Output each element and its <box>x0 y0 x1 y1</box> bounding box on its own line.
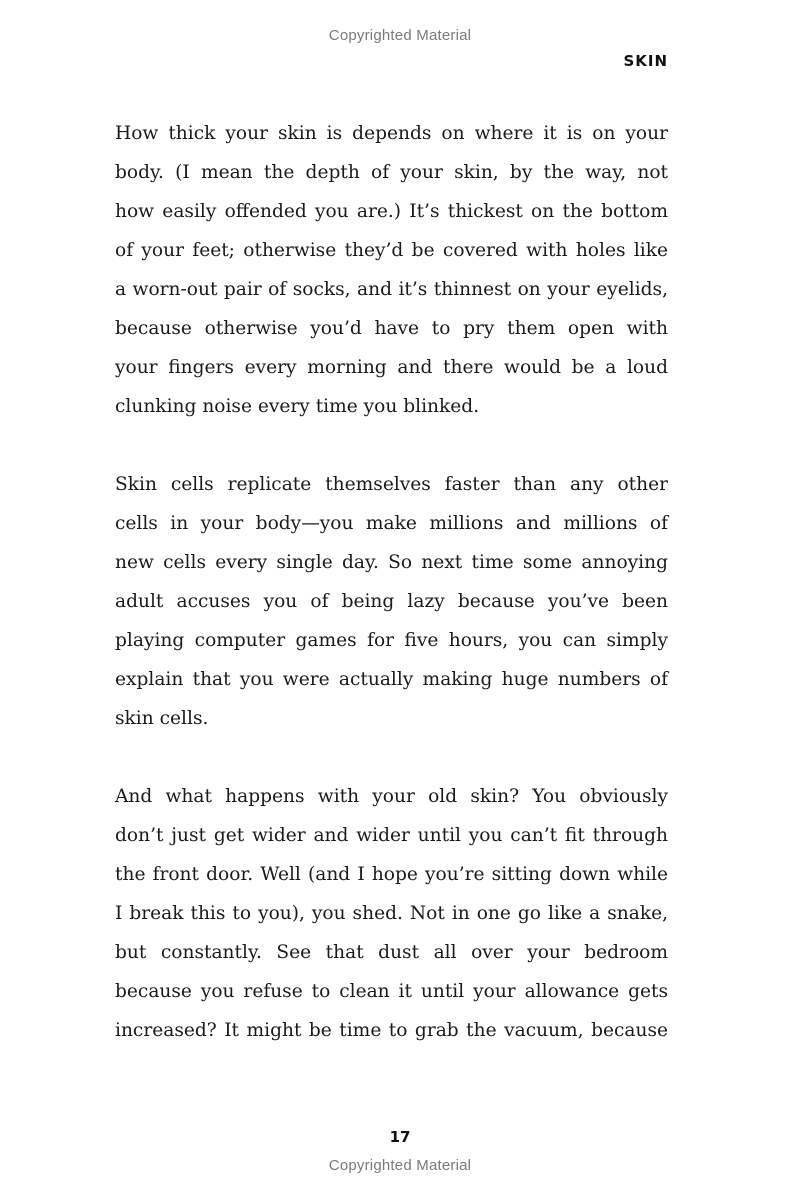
text-line: playing computer games for five hours, you can simply <box>115 630 668 651</box>
copyright-watermark-bottom: Copyrighted Material <box>328 1157 472 1174</box>
page-body <box>115 114 668 1089</box>
text-line: body. (I mean the depth of your skin, by the way, not <box>115 162 668 183</box>
page-number: 17 <box>389 1128 411 1146</box>
text-line: And what happens with your old skin? You obviously <box>115 786 668 807</box>
text-line: of your feet; otherwise they’d be covered with holes like <box>115 240 668 261</box>
text-line: don’t just get wider and wider until you can’t fit through <box>115 825 668 846</box>
running-head: SKIN <box>623 52 668 70</box>
text-line: increased? It might be time to grab the vacuum, because <box>115 1020 668 1041</box>
text-line: the front door. Well (and I hope you’re sitting down while <box>115 864 668 885</box>
text-line: clunking noise every time you blinked. <box>115 396 480 417</box>
text-line: cells in your body—you make millions and millions of <box>115 513 668 534</box>
paragraph-1 <box>115 114 668 426</box>
text-line: but constantly. See that dust all over your bedroom <box>115 942 668 963</box>
text-line: I break this to you), you shed. Not in one go like a snake, <box>115 903 668 924</box>
text-line: skin cells. <box>115 708 209 729</box>
text-line: because you refuse to clean it until your allowance gets <box>115 981 668 1002</box>
text-line: How thick your skin is depends on where it is on your <box>115 123 668 144</box>
text-line: because otherwise you’d have to pry them open with <box>115 318 668 339</box>
text-line: Skin cells replicate themselves faster than any other <box>115 474 668 495</box>
paragraph-2 <box>115 465 668 738</box>
text-line: how easily offended you are.) It’s thickest on the bottom <box>115 201 668 222</box>
text-line: adult accuses you of being lazy because you’ve been <box>115 591 668 612</box>
text-line: new cells every single day. So next time some annoying <box>115 552 668 573</box>
text-line: your fingers every morning and there would be a loud <box>115 357 668 378</box>
text-line: explain that you were actually making huge numbers of <box>115 669 668 690</box>
text-line: a worn-out pair of socks, and it’s thinnest on your eyelids, <box>115 279 668 300</box>
copyright-watermark-top: Copyrighted Material <box>328 27 472 44</box>
paragraph-3 <box>115 777 668 1050</box>
